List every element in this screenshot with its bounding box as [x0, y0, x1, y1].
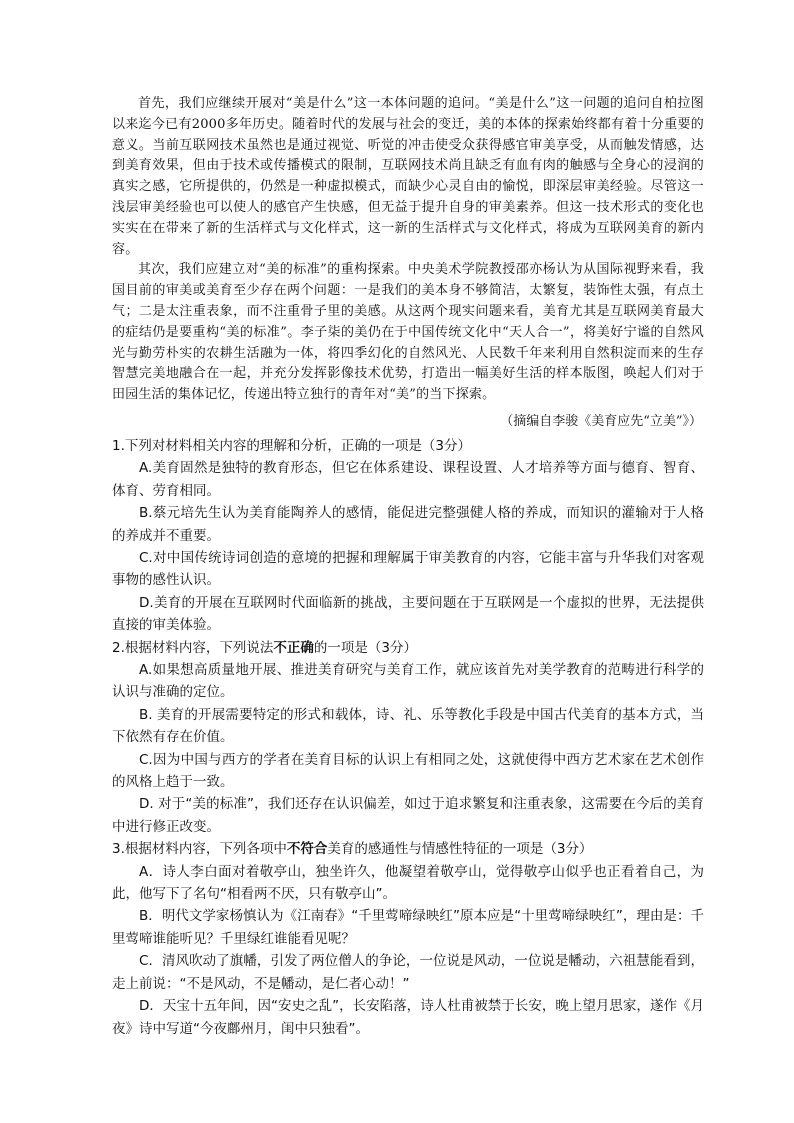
question-stem-text: 2.根据材料内容，下列说法	[112, 639, 274, 656]
option-b: B．明代文学家杨慎认为《江南春》“千里莺啼绿映红”原本应是“十里莺啼绿映红”，理由是：千里莺啼谁能听见？千里绿红谁能看见呢？	[112, 908, 704, 947]
option-b: B.蔡元培先生认为美育能陶养人的感情，能促进完整强健人格的养成，而知识的灌输对于人格的养成并不重要。	[112, 505, 704, 544]
question-stem-text: 1.下列对材料相关内容的理解和分析，正确的一项是（3分）	[112, 437, 471, 454]
question-2	[112, 637, 704, 839]
question-stem	[112, 838, 704, 860]
question-stem	[112, 637, 704, 659]
option-d: D. 对于“美的标准”，我们还存在认识偏差，如过于追求繁复和注重表象，这需要在今后的美育中进行修正改变。	[112, 796, 704, 835]
passage-paragraph: 其次，我们应建立对“美的标准”的重构探索。中央美术学院教授邵亦杨认为从国际视野来看，我国目前的审美或美育至少存在两个问题：一是我们的美本身不够简洁，太繁复，装饰性太强，有点土气；二是太注重表象，而不注重骨子里的美感。从这两个现实问题来看，美育尤其是互联网美育最大的症结仍是要重构“美的标准”。李子柒的美仍在于中国传统文化中“天人合一”，将美好宁谧的自然风光与勤劳朴实的农耕生活融为一体，将四季幻化的自然风光、人民数千年来利用自然积淀而来的生存智慧完美地融合在一起，并充分发挥影像技术优势，打造出一幅美好生活的样本版图，唤起人们对于田园生活的集体记忆，传递出特立独行的青年对“美”的当下探索。	[112, 262, 704, 403]
question-stem-text: 3.根据材料内容，下列各项中	[112, 841, 287, 858]
option-c: C.对中国传统诗词创造的意境的把握和理解属于审美教育的内容，它能丰富与升华我们对客观事物的感性认识。	[112, 549, 704, 589]
option-c: C．清风吹动了旗幡，引发了两位僧人的争论，一位说是风动，一位说是幡动，六祖慧能看到，走上前说：“不是风动，不是幡动，是仁者心动！”	[112, 953, 704, 992]
question-list	[112, 435, 704, 1040]
option-a: A．诗人李白面对着敬亭山，独坐许久，他凝望着敬亭山，觉得敬亭山似乎也正看着自己，为此，他写下了名句“相看两不厌，只有敬亭山”。	[112, 863, 704, 903]
reading-passage	[112, 94, 704, 406]
passage-paragraph: 首先，我们应继续开展对“美是什么”这一本体问题的追问。“美是什么”这一问题的追问自柏拉图以来迄今已有2000多年历史。随着时代的发展与社会的变迁，美的本体的探索始终都有着十分重要的意义。当前互联网技术虽然也是通过视觉、听觉的冲击使受众获得感官审美享受，从而触发情感，达到美育效果，但由于技术或传播模式的限制，互联网技术尚且缺乏有血有肉的触感与全身心的浸润的真实之感，它所提供的，仍然是一种虚拟模式，而缺少心灵自由的愉悦，即深层审美经验。尽管这一浅层审美经验也可以使人的感官产生快感，但无益于提升自身的审美素养。但这一技术形式的变化也实实在在带来了新的生活样式与文化样式，这一新的生活样式与文化样式，将成为互联网美育的新内容。	[112, 96, 704, 257]
option-a: A.如果想高质量地开展、推进美育研究与美育工作，就应该首先对美学教育的范畴进行科学的认识与准确的定位。	[112, 662, 704, 701]
option-b: B. 美育的开展需要特定的形式和载体，诗、礼、乐等教化手段是中国古代美育的基本方式，当下依然有存在价值。	[112, 706, 704, 746]
option-d: D．天宝十五年间，因“安史之乱”，长安陷落，诗人杜甫被禁于长安，晚上望月思家，遂作《月夜》诗中写道“今夜鄜州月，闺中只独看”。	[112, 998, 704, 1037]
question-stem-emphasis: 不符合	[286, 841, 328, 858]
question-stem-emphasis: 不正确	[273, 639, 314, 656]
question-3	[112, 838, 704, 1040]
option-c: C.因为中国与西方的学者在美育目标的认识上有相同之处，这就使得中西方艺术家在艺术创作的风格上趋于一致。	[112, 751, 704, 791]
option-a: A.美育固然是独特的教育形态，但它在体系建设、课程设置、人才培养等方面与德育、智育、体育、劳育相同。	[112, 460, 704, 499]
question-1	[112, 435, 704, 637]
option-d: D.美育的开展在互联网时代面临新的挑战，主要问题在于互联网是一个虚拟的世界，无法提供直接的审美体验。	[112, 594, 704, 634]
question-stem	[112, 435, 704, 457]
question-stem-text: 的一项是（3分）	[313, 639, 417, 656]
passage-source: （摘编自李骏《美育应先“立美”》）	[500, 413, 702, 429]
document-page	[112, 94, 704, 1040]
question-stem-text: 美育的感通性与情感性特征的一项是（3分）	[327, 841, 593, 858]
